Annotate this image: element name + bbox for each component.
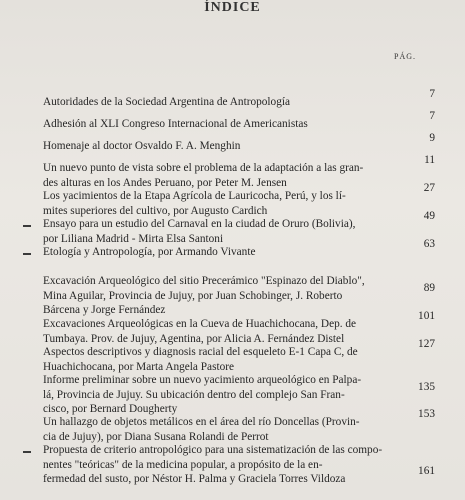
entry-line: Propuesta de criterio antropológico para una sistematización de las compo- xyxy=(43,444,383,456)
entry-title xyxy=(43,373,395,417)
index-entry xyxy=(43,443,435,487)
entry-page-number: 63 xyxy=(423,238,435,250)
entry-title xyxy=(43,245,395,260)
entry-line: Homenaje al doctor Osvaldo F. A. Menghin xyxy=(43,140,241,152)
entry-page-number: 127 xyxy=(418,338,435,350)
entry-line: Informe preliminar sobre un nuevo yacimiento arqueológico en Palpa- xyxy=(43,374,362,386)
margin-mark xyxy=(23,451,31,453)
entry-page-number: 135 xyxy=(418,380,435,393)
entry-page-number: 161 xyxy=(418,465,435,478)
entry-title xyxy=(43,345,395,374)
entry-line: por Liliana Madrid - Mirta Elsa Santoni xyxy=(43,232,224,245)
entry-title xyxy=(43,189,395,218)
entry-line: des alturas en los Andes Peruano, por Peter M. Jensen xyxy=(43,176,287,189)
margin-mark xyxy=(23,225,31,227)
entry-page-number: 101 xyxy=(418,310,435,322)
index-title: ÍNDICE xyxy=(204,0,261,15)
entry-page-number: 89 xyxy=(423,281,435,294)
entry-line: Excavación Arqueológico del sitio Precerámico "Espinazo del Diablo", xyxy=(43,275,365,287)
entry-line: nentes "teóricas" de la medicina popular, a propósito de la en- xyxy=(43,458,323,471)
entry-title xyxy=(43,317,395,346)
entry-line: Etología y Antropología, por Armando Vivante xyxy=(43,246,256,258)
entry-line: Ensayo para un estudio del Carnaval en la ciudad de Oruro (Bolivia), xyxy=(43,218,356,230)
entry-title xyxy=(43,274,395,318)
index-entry xyxy=(43,110,435,132)
page-column-label: PÁG. xyxy=(394,52,417,61)
index-entry xyxy=(43,373,435,417)
entry-line: Tumbaya. Prov. de Jujuy, Agentina, por Alicia A. Fernández Distel xyxy=(43,332,345,345)
entry-line: Un nuevo punto de vista sobre el problema de la adaptación a las gran- xyxy=(43,162,364,174)
entry-page-number: 153 xyxy=(418,408,435,420)
entry-line: Los yacimientos de la Etapa Agrícola de Lauricocha, Perú, y los lí- xyxy=(43,190,346,202)
entry-title xyxy=(43,415,395,444)
entry-line: Un hallazgo de objetos metálicos en el área del río Doncellas (Provin- xyxy=(43,416,360,428)
entry-title xyxy=(43,443,395,487)
entry-title xyxy=(43,161,395,190)
index-entry xyxy=(43,154,435,190)
entry-line: Adhesión al XLI Congreso Internacional de Americanistas xyxy=(43,118,308,130)
entry-line: Mina Aguilar, Provincia de Jujuy, por Juan Schobinger, J. Roberto xyxy=(43,289,343,302)
entry-line: Bárcena y Jorge Fernández xyxy=(43,304,166,317)
entry-line: fermedad del susto, por Néstor H. Palma y Graciela Torres Vildoza xyxy=(43,473,346,486)
index-entry xyxy=(43,88,435,110)
entry-line: lá, Provincia de Jujuy. Su ubicación dentro del complejo San Fran- xyxy=(43,388,345,401)
entry-title xyxy=(43,95,395,110)
entry-page-number: 7 xyxy=(429,88,435,100)
entry-title xyxy=(43,117,395,132)
entry-line: mites superiores del cultivo, por Augusto Cardich xyxy=(43,204,268,217)
entry-line: Excavaciones Arqueológicas en la Cueva de Huachichocana, Dep. de xyxy=(43,318,357,330)
entry-line: cia de Jujuy), por Diana Susana Rolandi de Perrot xyxy=(43,430,269,443)
entry-page-number: 49 xyxy=(423,210,435,222)
margin-mark xyxy=(23,253,31,255)
entry-title xyxy=(43,217,395,246)
entry-page-number: 11 xyxy=(424,154,435,166)
entry-title xyxy=(43,139,395,154)
entry-page-number: 7 xyxy=(429,110,435,122)
index-entry xyxy=(43,274,435,318)
index-entry xyxy=(43,132,435,154)
entry-line: Autoridades de la Sociedad Argentina de Antropología xyxy=(43,96,291,108)
entry-line: Aspectos descriptivos y diagnosis racial del esqueleto E-1 Capa C, de xyxy=(43,346,358,358)
entry-page-number: 27 xyxy=(423,182,435,194)
entry-line: Huachichocana, por Marta Angela Pastore xyxy=(43,360,235,373)
entry-line: cisco, por Bernard Dougherty xyxy=(43,403,178,416)
entry-page-number: 9 xyxy=(429,132,435,144)
